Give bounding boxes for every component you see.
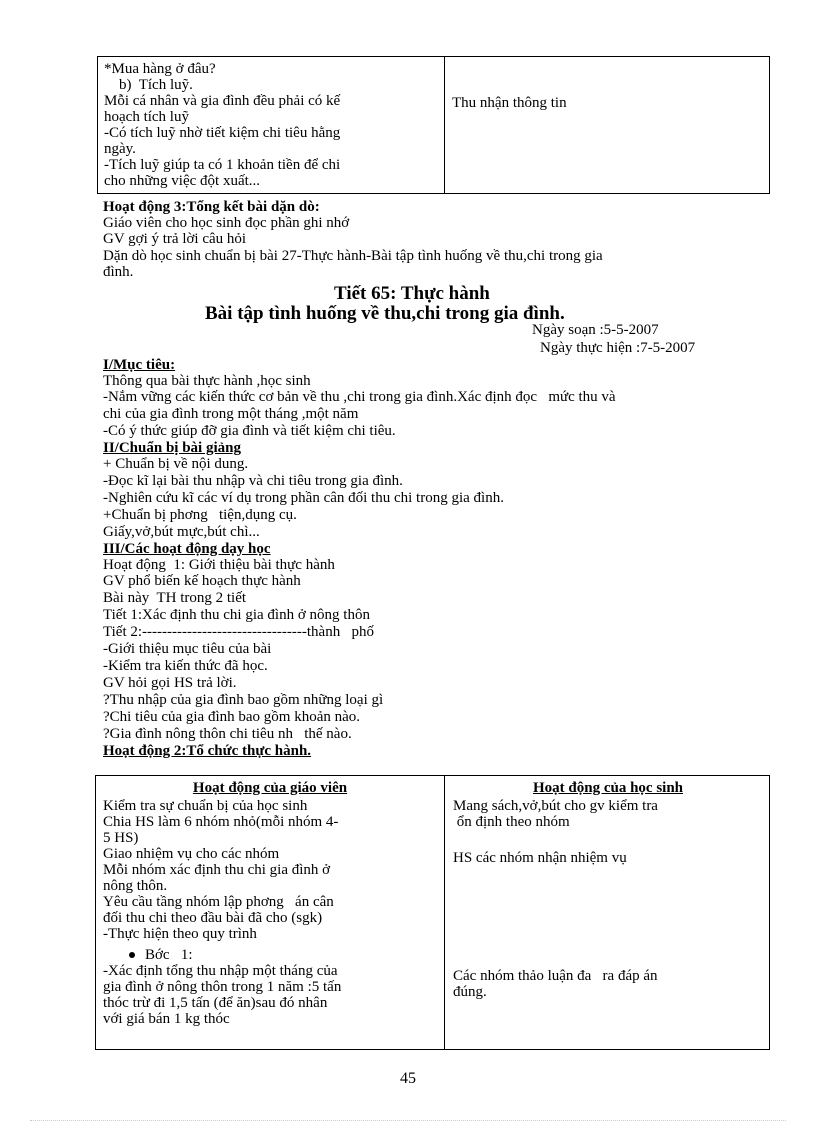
teacher-line: thóc trừ đi 1,5 tấn (để ăn)sau đó nhân (103, 995, 328, 1011)
date-prepared: Ngày soạn :5-5-2007 (532, 322, 659, 338)
teacher-activities (103, 798, 341, 1027)
activities-line: ?Chi tiêu của gia đình bao gồm khoản nào. (103, 709, 361, 725)
preparation-line: Giấy,vở,bút mực,bút chì... (103, 524, 260, 540)
table1-line: b) Tích luỹ. (104, 77, 193, 93)
activity3-line: Giáo viên cho học sinh đọc phần ghi nhớ (103, 215, 350, 231)
step-item (103, 947, 341, 963)
table1-line: -Có tích luỹ nhờ tiết kiệm chi tiêu hằng (104, 125, 341, 141)
step-label: Bớc 1: (145, 947, 193, 963)
table1-left-cell (104, 61, 340, 189)
activities-line: Bài này TH trong 2 tiết (103, 590, 247, 606)
activities-line: GV phổ biến kế hoạch thực hành (103, 573, 301, 589)
student-activities-2: HS các nhóm nhận nhiệm vụ (453, 850, 627, 866)
student-column-header: Hoạt động của học sinh (532, 780, 684, 796)
teacher-line: Chia HS làm 6 nhóm nhỏ(mỗi nhóm 4- (103, 814, 339, 830)
teacher-line: -Thực hiện theo quy trình (103, 926, 257, 942)
activities-line: ?Gia đình nông thôn chi tiêu nh thế nào. (103, 726, 352, 742)
objectives-heading: I/Mục tiêu: (103, 357, 176, 373)
student-line: ổn định theo nhóm (453, 814, 570, 830)
student-line: Mang sách,vở,bút cho gv kiểm tra (453, 798, 658, 814)
lesson-title: Tiết 65: Thực hành (334, 283, 490, 304)
table1-line: -Tích luỹ giúp ta có 1 khoản tiền để chi (104, 157, 341, 173)
preparation-line: +Chuẩn bị phơng tiện,dụng cụ. (103, 507, 297, 523)
table1-line: hoạch tích luỹ (104, 109, 189, 125)
objectives-line: Thông qua bài thực hành ,học sinh (103, 373, 311, 389)
activity2-heading: Hoạt động 2:Tổ chức thực hành. (103, 743, 312, 759)
table1-line: ngày. (104, 141, 136, 157)
column-divider (444, 57, 445, 193)
student-activities-3 (453, 968, 658, 1000)
activities-heading: III/Các hoạt động dạy học (103, 541, 271, 557)
activities-line: Hoạt động 1: Giới thiệu bài thực hành (103, 557, 335, 573)
activities-line: -Kiểm tra kiến thức đã học. (103, 658, 268, 674)
student-line: Các nhóm thảo luận đa ra đáp án (453, 968, 658, 984)
table1-right-cell: Thu nhận thông tin (452, 95, 567, 111)
activity3-heading: Hoạt động 3:Tổng kết bài dặn dò: (103, 199, 320, 215)
activity3-line: đình. (103, 264, 134, 280)
footer-divider (30, 1120, 786, 1121)
student-activities-1 (453, 798, 658, 830)
teacher-line: Mỗi nhóm xác định thu chi gia đình ở (103, 862, 331, 878)
table-continuation (97, 56, 770, 194)
preparation-line: -Nghiên cứu kĩ các ví dụ trong phần cân đối thu chi trong gia đình. (103, 490, 504, 506)
bullet-icon (129, 952, 135, 958)
teacher-line: Yêu cầu tầng nhóm lập phơng án cân (103, 894, 334, 910)
objectives-line: -Có ý thức giúp đỡ gia đình và tiết kiệm chi tiêu. (103, 423, 396, 439)
page-number: 45 (400, 1070, 416, 1087)
table1-line: cho những việc đột xuất... (104, 173, 261, 189)
objectives-line: -Nắm vững các kiến thức cơ bản về thu ,chi trong gia đình.Xác định đọc mức thu và (103, 389, 616, 405)
table1-line: Mỗi cá nhân và gia đình đều phải có kế (104, 93, 341, 109)
student-line: đúng. (453, 984, 487, 1000)
preparation-heading: II/Chuẩn bị bài giảng (103, 440, 241, 456)
preparation-line: + Chuẩn bị về nội dung. (103, 456, 249, 472)
lesson-subtitle: Bài tập tình huống về thu,chi trong gia đình. (205, 303, 565, 324)
teacher-line: Giao nhiệm vụ cho các nhóm (103, 846, 280, 862)
table1-line: *Mua hàng ở đâu? (104, 61, 216, 77)
activity3-line: Dặn dò học sinh chuẩn bị bài 27-Thực hành-Bài tập tình huống về thu,chi trong gia (103, 248, 603, 264)
objectives-line: chi của gia đình trong một tháng ,một năm (103, 406, 359, 422)
activities-line: Tiết 2:---------------------------------thành phố (103, 624, 374, 640)
teacher-line: -Xác định tổng thu nhập một tháng của (103, 963, 338, 979)
teacher-line: Kiểm tra sự chuẩn bị của học sinh (103, 798, 308, 814)
activities-line: Tiết 1:Xác định thu chi gia đình ở nông thôn (103, 607, 370, 623)
activities-line: -Giới thiệu mục tiêu của bài (103, 641, 272, 657)
teacher-line: nông thôn. (103, 878, 168, 894)
activity3-line: GV gợi ý trả lời câu hỏi (103, 231, 247, 247)
teacher-column-header: Hoạt động của giáo viên (192, 780, 348, 796)
teacher-line: 5 HS) (103, 830, 139, 846)
preparation-line: -Đọc kĩ lại bài thu nhập và chi tiêu trong gia đình. (103, 473, 403, 489)
teacher-line: đối thu chi theo đầu bài đã cho (sgk) (103, 910, 323, 926)
teacher-line: gia đình ở nông thôn trong 1 năm :5 tấn (103, 979, 342, 995)
activity-table (95, 775, 770, 1050)
activities-line: GV hỏi gọi HS trả lời. (103, 675, 237, 691)
date-taught: Ngày thực hiện :7-5-2007 (540, 340, 696, 356)
teacher-line: với giá bán 1 kg thóc (103, 1011, 230, 1027)
activities-line: ?Thu nhập của gia đình bao gồm những loại gì (103, 692, 384, 708)
column-divider (444, 776, 445, 1049)
